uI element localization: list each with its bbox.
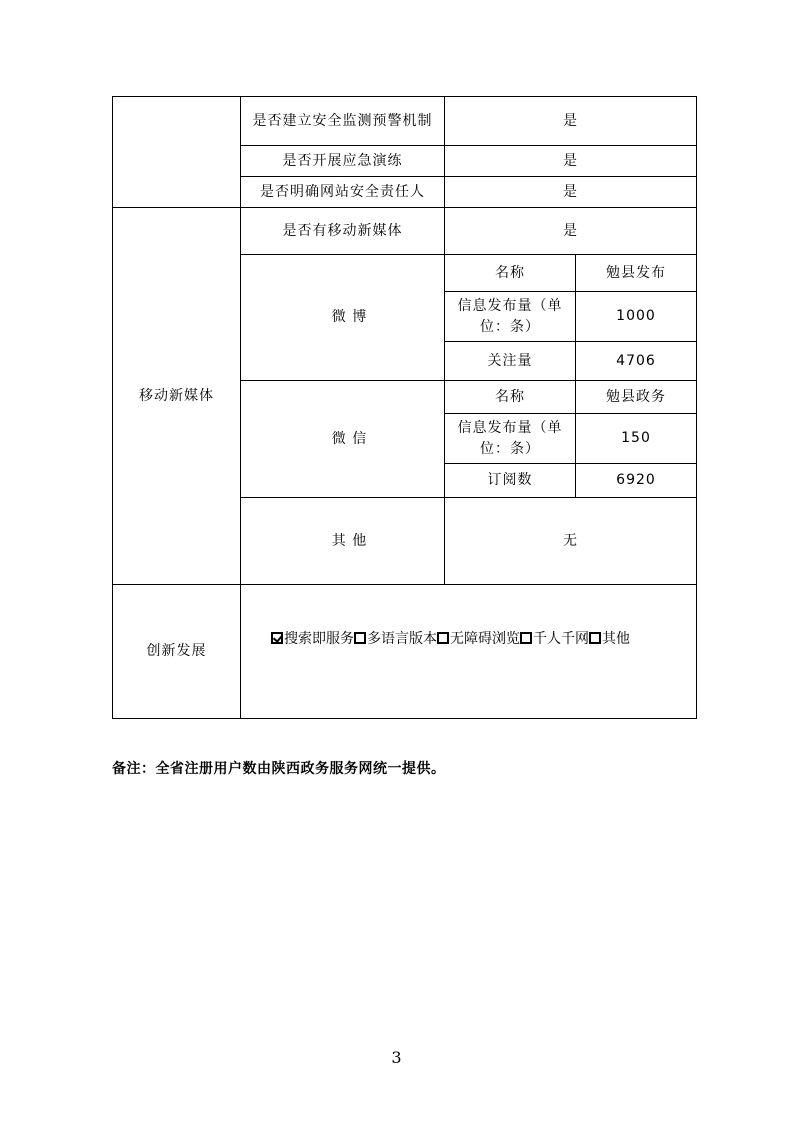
weibo-name-label: 名称 (445, 255, 576, 292)
checkbox-multilingual (354, 632, 366, 644)
checkbox-search-as-service (271, 632, 283, 644)
checkbox-other (589, 632, 601, 644)
wechat-name-value: 勉县政务 (576, 381, 697, 414)
other-media-label: 其 他 (241, 498, 445, 585)
wechat-subscription-label: 订阅数 (445, 464, 576, 498)
checkbox-personalized (520, 632, 532, 644)
footnote: 备注：全省注册用户数由陕西政务服务网统一提供。 (112, 761, 446, 777)
innovation-options (241, 585, 697, 719)
weibo-count-value: 1000 (576, 292, 697, 342)
table-row (113, 585, 697, 719)
weibo-count-label: 信息发布量（单位：条） (445, 292, 576, 342)
has-mobile-media-value: 是 (445, 208, 697, 255)
security-warning-label: 是否建立安全监测预警机制 (241, 97, 445, 146)
security-warning-value: 是 (445, 97, 697, 146)
security-section-cell (113, 97, 241, 208)
mobile-media-section-label: 移动新媒体 (113, 208, 241, 585)
other-media-value: 无 (445, 498, 697, 585)
option-multilingual: 多语言版本 (354, 629, 437, 650)
checkbox-accessibility (437, 632, 449, 644)
wechat-count-label: 信息发布量（单位：条） (445, 414, 576, 464)
table-row (113, 97, 697, 146)
weibo-follow-label: 关注量 (445, 342, 576, 381)
responsible-person-value: 是 (445, 177, 697, 208)
table-row (113, 208, 697, 255)
wechat-subscription-value: 6920 (576, 464, 697, 498)
responsible-person-label: 是否明确网站安全责任人 (241, 177, 445, 208)
innovation-label: 创新发展 (113, 585, 241, 719)
weibo-name-value: 勉县发布 (576, 255, 697, 292)
report-table (112, 96, 697, 719)
page-number: 3 (391, 1048, 402, 1067)
weibo-label: 微 博 (241, 255, 445, 381)
emergency-drill-value: 是 (445, 146, 697, 177)
option-accessibility: 无障碍浏览 (437, 629, 520, 650)
option-personalized: 千人千网 (520, 629, 589, 650)
emergency-drill-label: 是否开展应急演练 (241, 146, 445, 177)
weibo-follow-value: 4706 (576, 342, 697, 381)
wechat-name-label: 名称 (445, 381, 576, 414)
option-other: 其他 (589, 629, 630, 650)
has-mobile-media-label: 是否有移动新媒体 (241, 208, 445, 255)
option-search-as-service: 搜索即服务 (271, 629, 354, 650)
wechat-label: 微 信 (241, 381, 445, 498)
wechat-count-value: 150 (576, 414, 697, 464)
